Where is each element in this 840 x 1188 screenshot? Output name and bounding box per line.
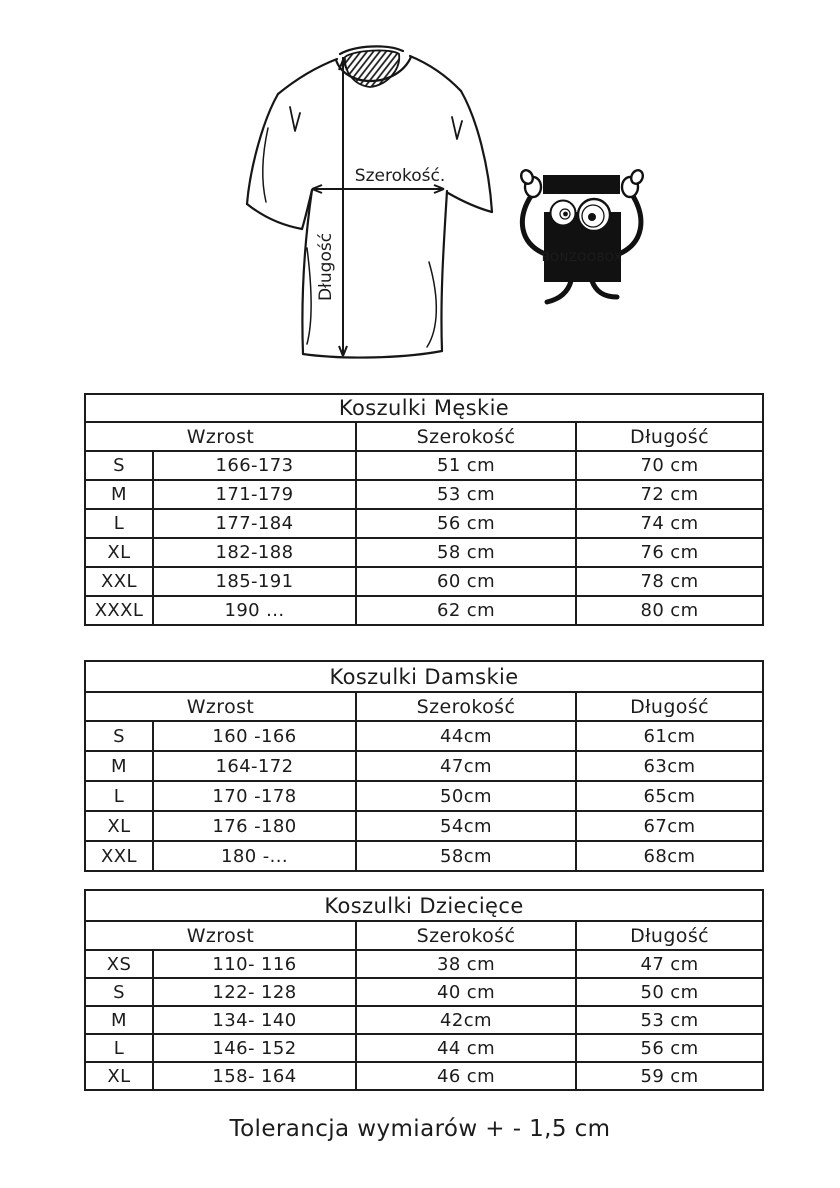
size-cell: L [85, 781, 153, 811]
table-row [85, 451, 763, 480]
size-cell: XXXL [85, 596, 153, 625]
dlugosc-cell: 56 cm [576, 1034, 763, 1062]
dlugosc-cell: 50 cm [576, 978, 763, 1006]
table-row [85, 567, 763, 596]
wzrost-cell: 177-184 [153, 509, 356, 538]
dlugosc-cell: 74 cm [576, 509, 763, 538]
table-koszulki-damskie [84, 660, 764, 872]
table-row [85, 781, 763, 811]
wzrost-cell: 164-172 [153, 751, 356, 781]
szerokosc-cell: 44 cm [356, 1034, 576, 1062]
dlugosc-cell: 68cm [576, 841, 763, 871]
wzrost-cell: 110- 116 [153, 950, 356, 978]
dlugosc-cell: 65cm [576, 781, 763, 811]
table-title: Koszulki Męskie [85, 394, 763, 422]
wzrost-cell: 146- 152 [153, 1034, 356, 1062]
wzrost-cell: 122- 128 [153, 978, 356, 1006]
dlugosc-cell: 76 cm [576, 538, 763, 567]
szerokosc-cell: 58 cm [356, 538, 576, 567]
szerokosc-cell: 58cm [356, 841, 576, 871]
table-row [85, 950, 763, 978]
tshirt-outline-icon [247, 46, 492, 357]
table-row [85, 751, 763, 781]
dlugosc-cell: 63cm [576, 751, 763, 781]
table-koszulki-meskie [84, 393, 764, 626]
table-koszulki-dzieciece [84, 889, 764, 1091]
table-row [85, 841, 763, 871]
szerokosc-cell: 51 cm [356, 451, 576, 480]
size-cell: S [85, 721, 153, 751]
szerokosc-cell: 50cm [356, 781, 576, 811]
tshirt-measurement-diagram [0, 0, 840, 390]
table-row [85, 596, 763, 625]
szerokosc-cell: 38 cm [356, 950, 576, 978]
table-row [85, 978, 763, 1006]
table-header-row [85, 692, 763, 721]
col-header-wzrost: Wzrost [85, 692, 356, 721]
size-cell: M [85, 480, 153, 509]
szerokosc-cell: 44cm [356, 721, 576, 751]
measurement-arrows [312, 57, 444, 356]
table-row [85, 1034, 763, 1062]
size-cell: XL [85, 1062, 153, 1090]
col-header-wzrost: Wzrost [85, 921, 356, 950]
mascot-lifted-bar [543, 175, 620, 194]
table-row [85, 1062, 763, 1090]
length-measure-label: Długość [316, 232, 336, 302]
size-cell: XXL [85, 567, 153, 596]
dlugosc-cell: 59 cm [576, 1062, 763, 1090]
size-cell: XL [85, 538, 153, 567]
size-cell: L [85, 509, 153, 538]
dlugosc-cell: 61cm [576, 721, 763, 751]
size-cell: L [85, 1034, 153, 1062]
size-cell: XL [85, 811, 153, 841]
wzrost-cell: 166-173 [153, 451, 356, 480]
table-row [85, 509, 763, 538]
dlugosc-cell: 53 cm [576, 1006, 763, 1034]
col-header-dlugosc: Długość [576, 422, 763, 451]
col-header-dlugosc: Długość [576, 921, 763, 950]
dlugosc-cell: 72 cm [576, 480, 763, 509]
table-header-row [85, 422, 763, 451]
size-cell: XXL [85, 841, 153, 871]
szerokosc-cell: 56 cm [356, 509, 576, 538]
dlugosc-cell: 78 cm [576, 567, 763, 596]
table-header-row [85, 921, 763, 950]
dlugosc-cell: 67cm [576, 811, 763, 841]
szerokosc-cell: 54cm [356, 811, 576, 841]
dlugosc-cell: 47 cm [576, 950, 763, 978]
table-row [85, 538, 763, 567]
table-row [85, 480, 763, 509]
wzrost-cell: 176 -180 [153, 811, 356, 841]
szerokosc-cell: 62 cm [356, 596, 576, 625]
szerokosc-cell: 53 cm [356, 480, 576, 509]
wzrost-cell: 134- 140 [153, 1006, 356, 1034]
wzrost-cell: 170 -178 [153, 781, 356, 811]
width-measure-label: Szerokość. [354, 166, 446, 186]
szerokosc-cell: 46 cm [356, 1062, 576, 1090]
table-row [85, 1006, 763, 1034]
wzrost-cell: 160 -166 [153, 721, 356, 751]
wzrost-cell: 185-191 [153, 567, 356, 596]
col-header-szerokosc: Szerokość [356, 921, 576, 950]
szerokosc-cell: 47cm [356, 751, 576, 781]
wzrost-cell: 158- 164 [153, 1062, 356, 1090]
dlugosc-cell: 70 cm [576, 451, 763, 480]
size-cell: S [85, 978, 153, 1006]
dlugosc-cell: 80 cm [576, 596, 763, 625]
wzrost-cell: 171-179 [153, 480, 356, 509]
col-header-szerokosc: Szerokość [356, 422, 576, 451]
col-header-wzrost: Wzrost [85, 422, 356, 451]
szerokosc-cell: 60 cm [356, 567, 576, 596]
size-cell: XS [85, 950, 153, 978]
col-header-szerokosc: Szerokość [356, 692, 576, 721]
szerokosc-cell: 40 cm [356, 978, 576, 1006]
size-cell: M [85, 1006, 153, 1034]
szerokosc-cell: 42cm [356, 1006, 576, 1034]
wzrost-cell: 180 -... [153, 841, 356, 871]
table-row [85, 811, 763, 841]
mascot-graphic [519, 168, 645, 302]
size-cell: M [85, 751, 153, 781]
table-title: Koszulki Damskie [85, 661, 763, 692]
wzrost-cell: 190 ... [153, 596, 356, 625]
size-cell: S [85, 451, 153, 480]
mascot-brand-text: BONZOOBOX [541, 250, 623, 264]
wzrost-cell: 182-188 [153, 538, 356, 567]
table-title: Koszulki Dziecięce [85, 890, 763, 921]
tolerance-note: Tolerancja wymiarów + - 1,5 cm [229, 1116, 611, 1142]
col-header-dlugosc: Długość [576, 692, 763, 721]
table-row [85, 721, 763, 751]
